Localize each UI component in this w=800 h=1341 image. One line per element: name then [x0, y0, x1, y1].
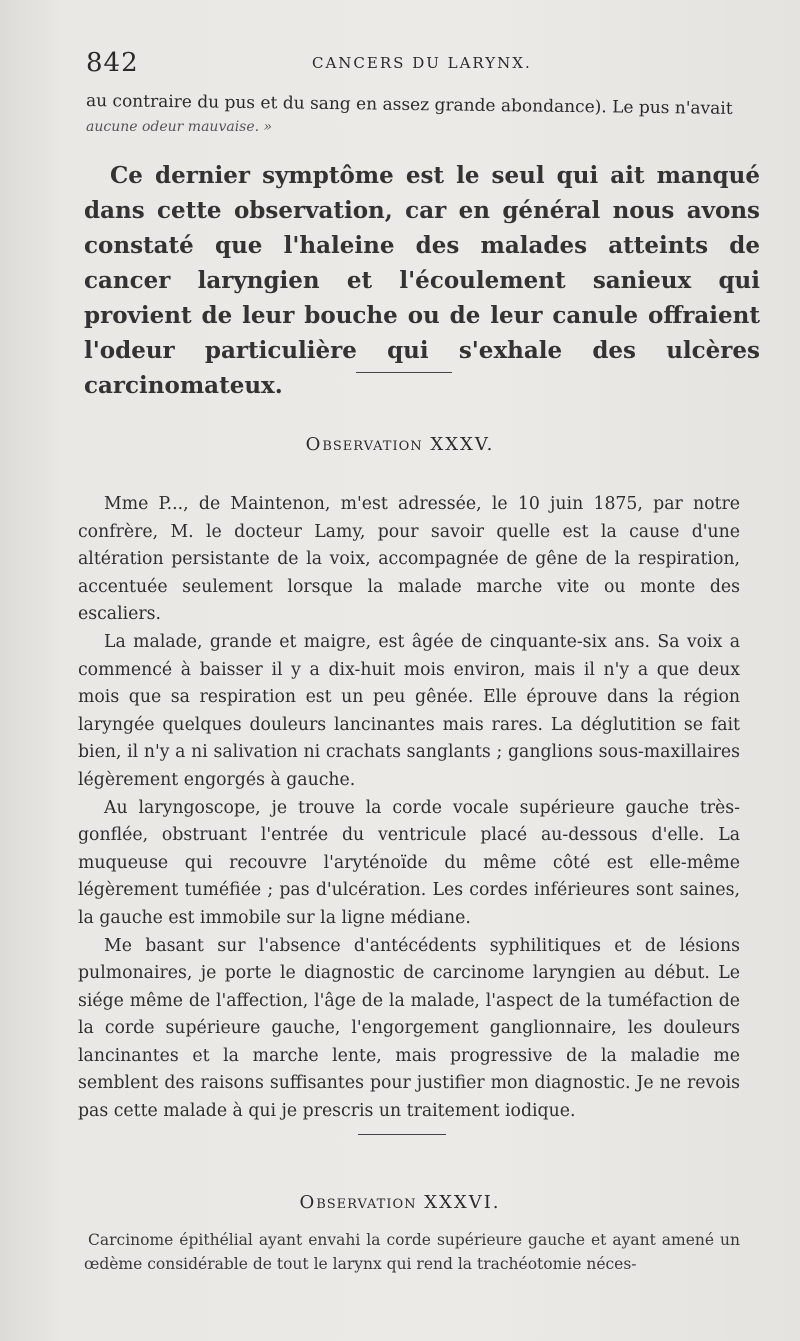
page-header: [86, 48, 760, 84]
comment-paragraph: Ce dernier symptôme est le seul qui ait manqué dans cette observation, car en général nous avons constaté que l'haleine des malades atteints de cancer laryngien et l'écoulement sanieux qui provient de leur bouche ou de leur canule offraient l'odeur particulière qui s'exhale des ulcères carcinomateux.: [84, 162, 760, 399]
observation-35-body: [78, 491, 740, 1126]
observation-35-title: [0, 434, 800, 455]
page-number: 842: [86, 48, 139, 78]
observation-35-title-number: XXXV.: [430, 434, 495, 455]
carry-over-line-1: au contraire du pus et du sang en assez grande abondance). Le pus n'avait: [85, 91, 733, 119]
observation-36-title: [0, 1192, 800, 1213]
observation-36-title-number: XXXVI.: [424, 1192, 501, 1213]
observation-35-paragraph-1: Mme P..., de Maintenon, m'est adressée, le 10 juin 1875, par notre confrère, M. le docteur Lamy, pour savoir quelle est la cause d'une altération persistante de la voix, accompagnée de gêne de la respiration, accentuée seulement lorsque la malade marche vite ou monte des escaliers.: [78, 494, 740, 625]
observation-35-paragraph-4: Me basant sur l'absence d'antécédents syphilitiques et de lésions pulmonaires, je porte le diagnostic de carcinome laryngien au début. Le siége même de l'affection, l'âge de la malade, l'aspect de la tuméfaction de la corde supérieure gauche, l'engorgement ganglionnaire, les douleurs lancinantes et la marche lente, mais progressive de la maladie me semblent des raisons suffisantes pour justifier mon diagnostic. Je ne revois pas cette malade à qui je prescris un traitement iodique.: [78, 935, 740, 1122]
observation-36-title-word: BSERVATION: [316, 1197, 417, 1212]
carry-over-line-2: aucune odeur mauvaise. »: [86, 119, 273, 135]
observation-36-summary-text: Carcinome épithélial ayant envahi la corde supérieure gauche et ayant amené un œdème considérable de tout le larynx qui rend la trachéotomie néces-: [84, 1231, 740, 1273]
section-divider: [356, 372, 452, 373]
observation-35-title-word: BSERVATION: [322, 439, 423, 454]
running-title: CANCERS DU LARYNX.: [312, 54, 532, 72]
observation-35-paragraph-3: Au laryngoscope, je trouve la corde vocale supérieure gauche très-gonflée, obstruant l'entrée du ventricule placé au-dessous d'elle. La muqueuse qui recouvre l'aryténoïde du même côté est elle-même légèrement tuméfiée ; pas d'ulcération. Les cordes inférieures sont saines, la gauche est immobile sur la ligne médiane.: [78, 797, 740, 928]
carry-over-text: [86, 88, 762, 140]
observation-36-title-prefix: O: [299, 1192, 317, 1213]
observation-35-paragraph-2: La malade, grande et maigre, est âgée de cinquante-six ans. Sa voix a commencé à baisser il y a dix-huit mois environ, mais il n'y a que deux mois que sa respiration est un peu gênée. Elle éprouve dans la région laryngée quelques douleurs lancinantes mais rares. La déglutition se fait bien, il n'y a ni salivation ni crachats sanglants ; ganglions sous-maxillaires légèrement engorgés à gauche.: [78, 631, 740, 790]
section-divider: [358, 1134, 446, 1135]
observation-36-summary: [84, 1228, 740, 1276]
observation-35-title-prefix: O: [305, 434, 323, 455]
